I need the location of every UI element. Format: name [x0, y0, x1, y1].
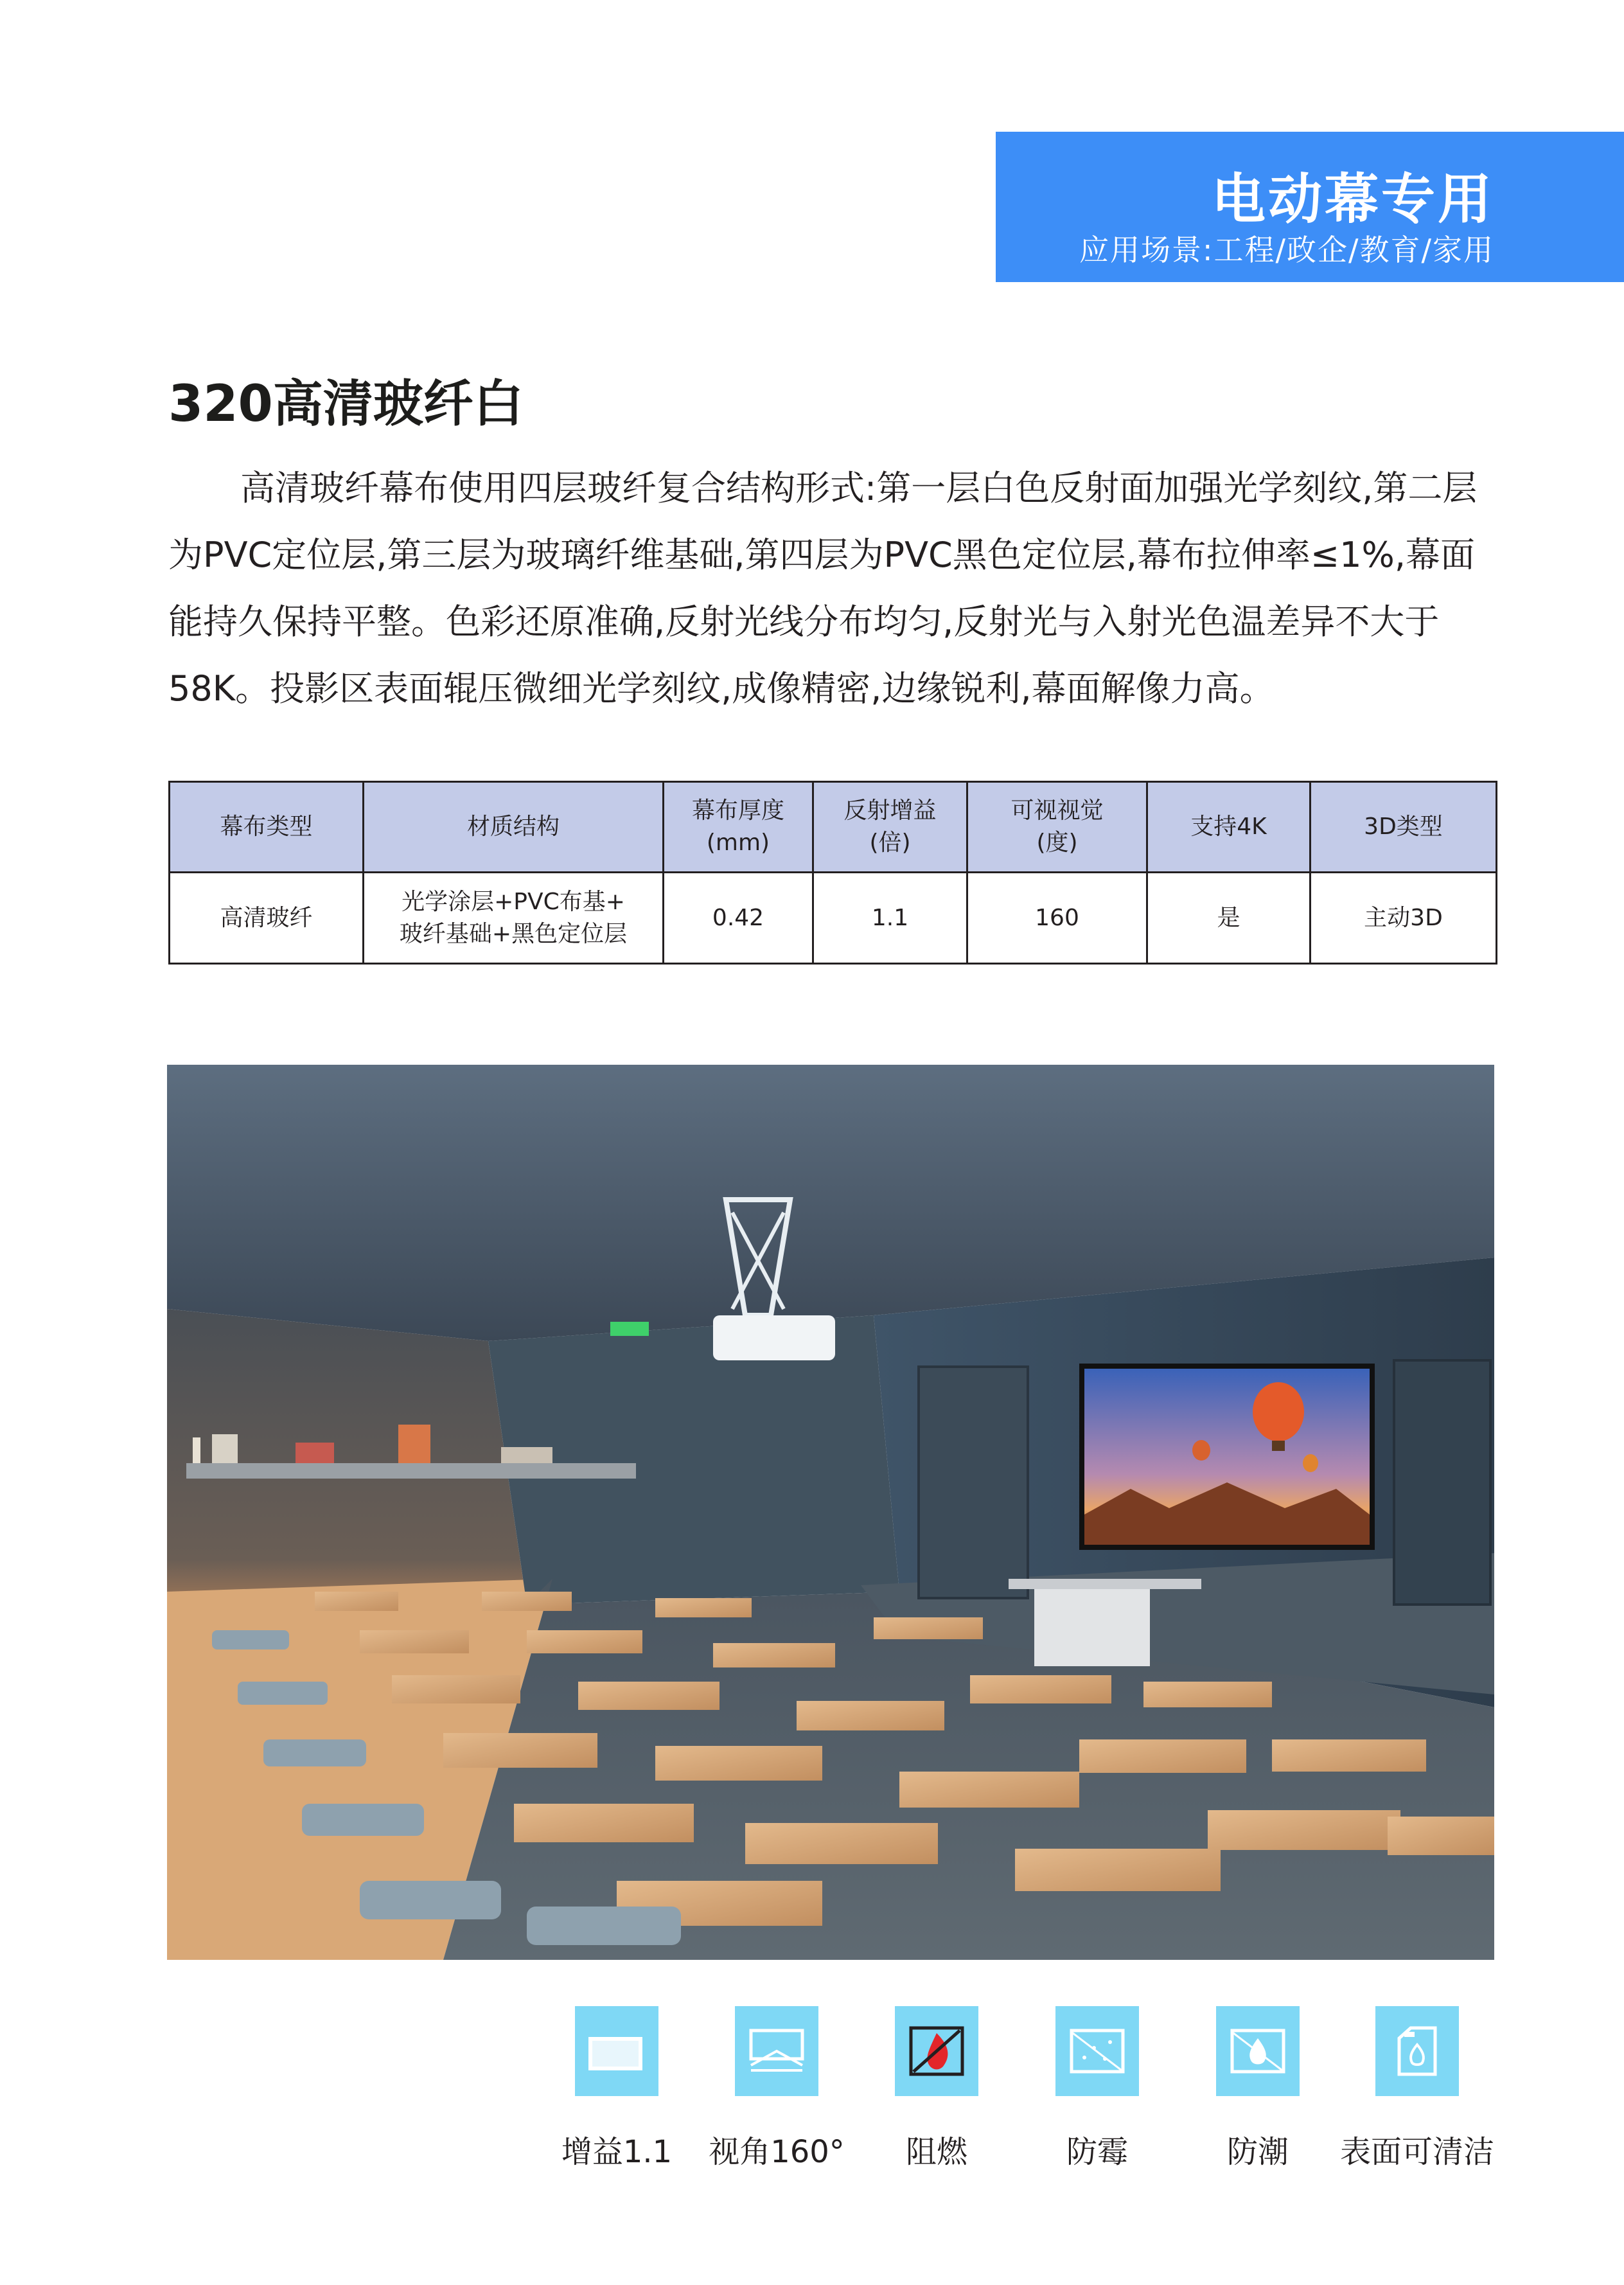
table-row: [170, 873, 1497, 964]
cell-4k: 是: [1147, 873, 1311, 964]
feature-anti-mold: [1020, 2006, 1174, 2171]
feature-cleanable-surface: [1340, 2006, 1494, 2171]
cell-thickness: 0.42: [664, 873, 813, 964]
spec-table: [168, 781, 1497, 965]
header-view-angle: 可视视觉 (度): [967, 782, 1147, 873]
header-4k: 支持4K: [1147, 782, 1311, 873]
product-description: 高清玻纤幕布使用四层玻纤复合结构形式:第一层白色反射面加强光学刻纹,第二层为PVC定位层,第三层为玻璃纤维基础,第四层为PVC黑色定位层,幕布拉伸率≤1%,幕面能持久保持平整。色彩还原准确,反射光线分布均匀,反射光与入射光色温差异不大于58K。投影区表面辊压微细光学刻纹,成像精密,边缘锐利,幕面解像力高。: [168, 468, 1478, 709]
classroom-photo: [167, 1065, 1494, 1960]
feature-moisture-proof: [1181, 2006, 1335, 2171]
banner-title: 电动幕专用: [1211, 168, 1494, 231]
header-gain: 反射增益 (倍): [813, 782, 967, 873]
view-angle-icon: [745, 2019, 809, 2083]
feature-label: 阻燃: [905, 2134, 967, 2170]
cell-gain: 1.1: [813, 873, 967, 964]
cell-material: 光学涂层+PVC布基+ 玻纤基础+黑色定位层: [364, 873, 664, 964]
feature-gain: [540, 2006, 694, 2171]
header-3d: 3D类型: [1311, 782, 1497, 873]
feature-label: 增益1.1: [561, 2134, 673, 2170]
cell-3d: 主动3D: [1311, 873, 1497, 964]
header-screen-type: 幕布类型: [170, 782, 364, 873]
table-header-row: [170, 782, 1497, 873]
feature-label: 视角160°: [709, 2134, 845, 2170]
cleanable-surface-icon: [1385, 2019, 1449, 2083]
anti-mold-icon: [1065, 2019, 1129, 2083]
header-material: 材质结构: [364, 782, 664, 873]
gain-icon: [585, 2019, 649, 2083]
moisture-proof-icon: [1226, 2019, 1290, 2083]
banner-subtitle: 应用场景:工程/政企/教育/家用: [1079, 233, 1494, 267]
feature-label: 防霉: [1066, 2134, 1128, 2170]
flame-retardant-icon: [905, 2019, 969, 2083]
feature-label: 表面可清洁: [1340, 2134, 1495, 2170]
feature-label: 防潮: [1226, 2134, 1289, 2170]
header-banner: [996, 132, 1624, 282]
product-title: 320高清玻纤白: [168, 375, 524, 433]
feature-view-angle: [700, 2006, 854, 2171]
cell-angle: 160: [967, 873, 1147, 964]
feature-flame-retardant: [860, 2006, 1014, 2171]
header-thickness: 幕布厚度 (mm): [664, 782, 813, 873]
cell-type: 高清玻纤: [170, 873, 364, 964]
